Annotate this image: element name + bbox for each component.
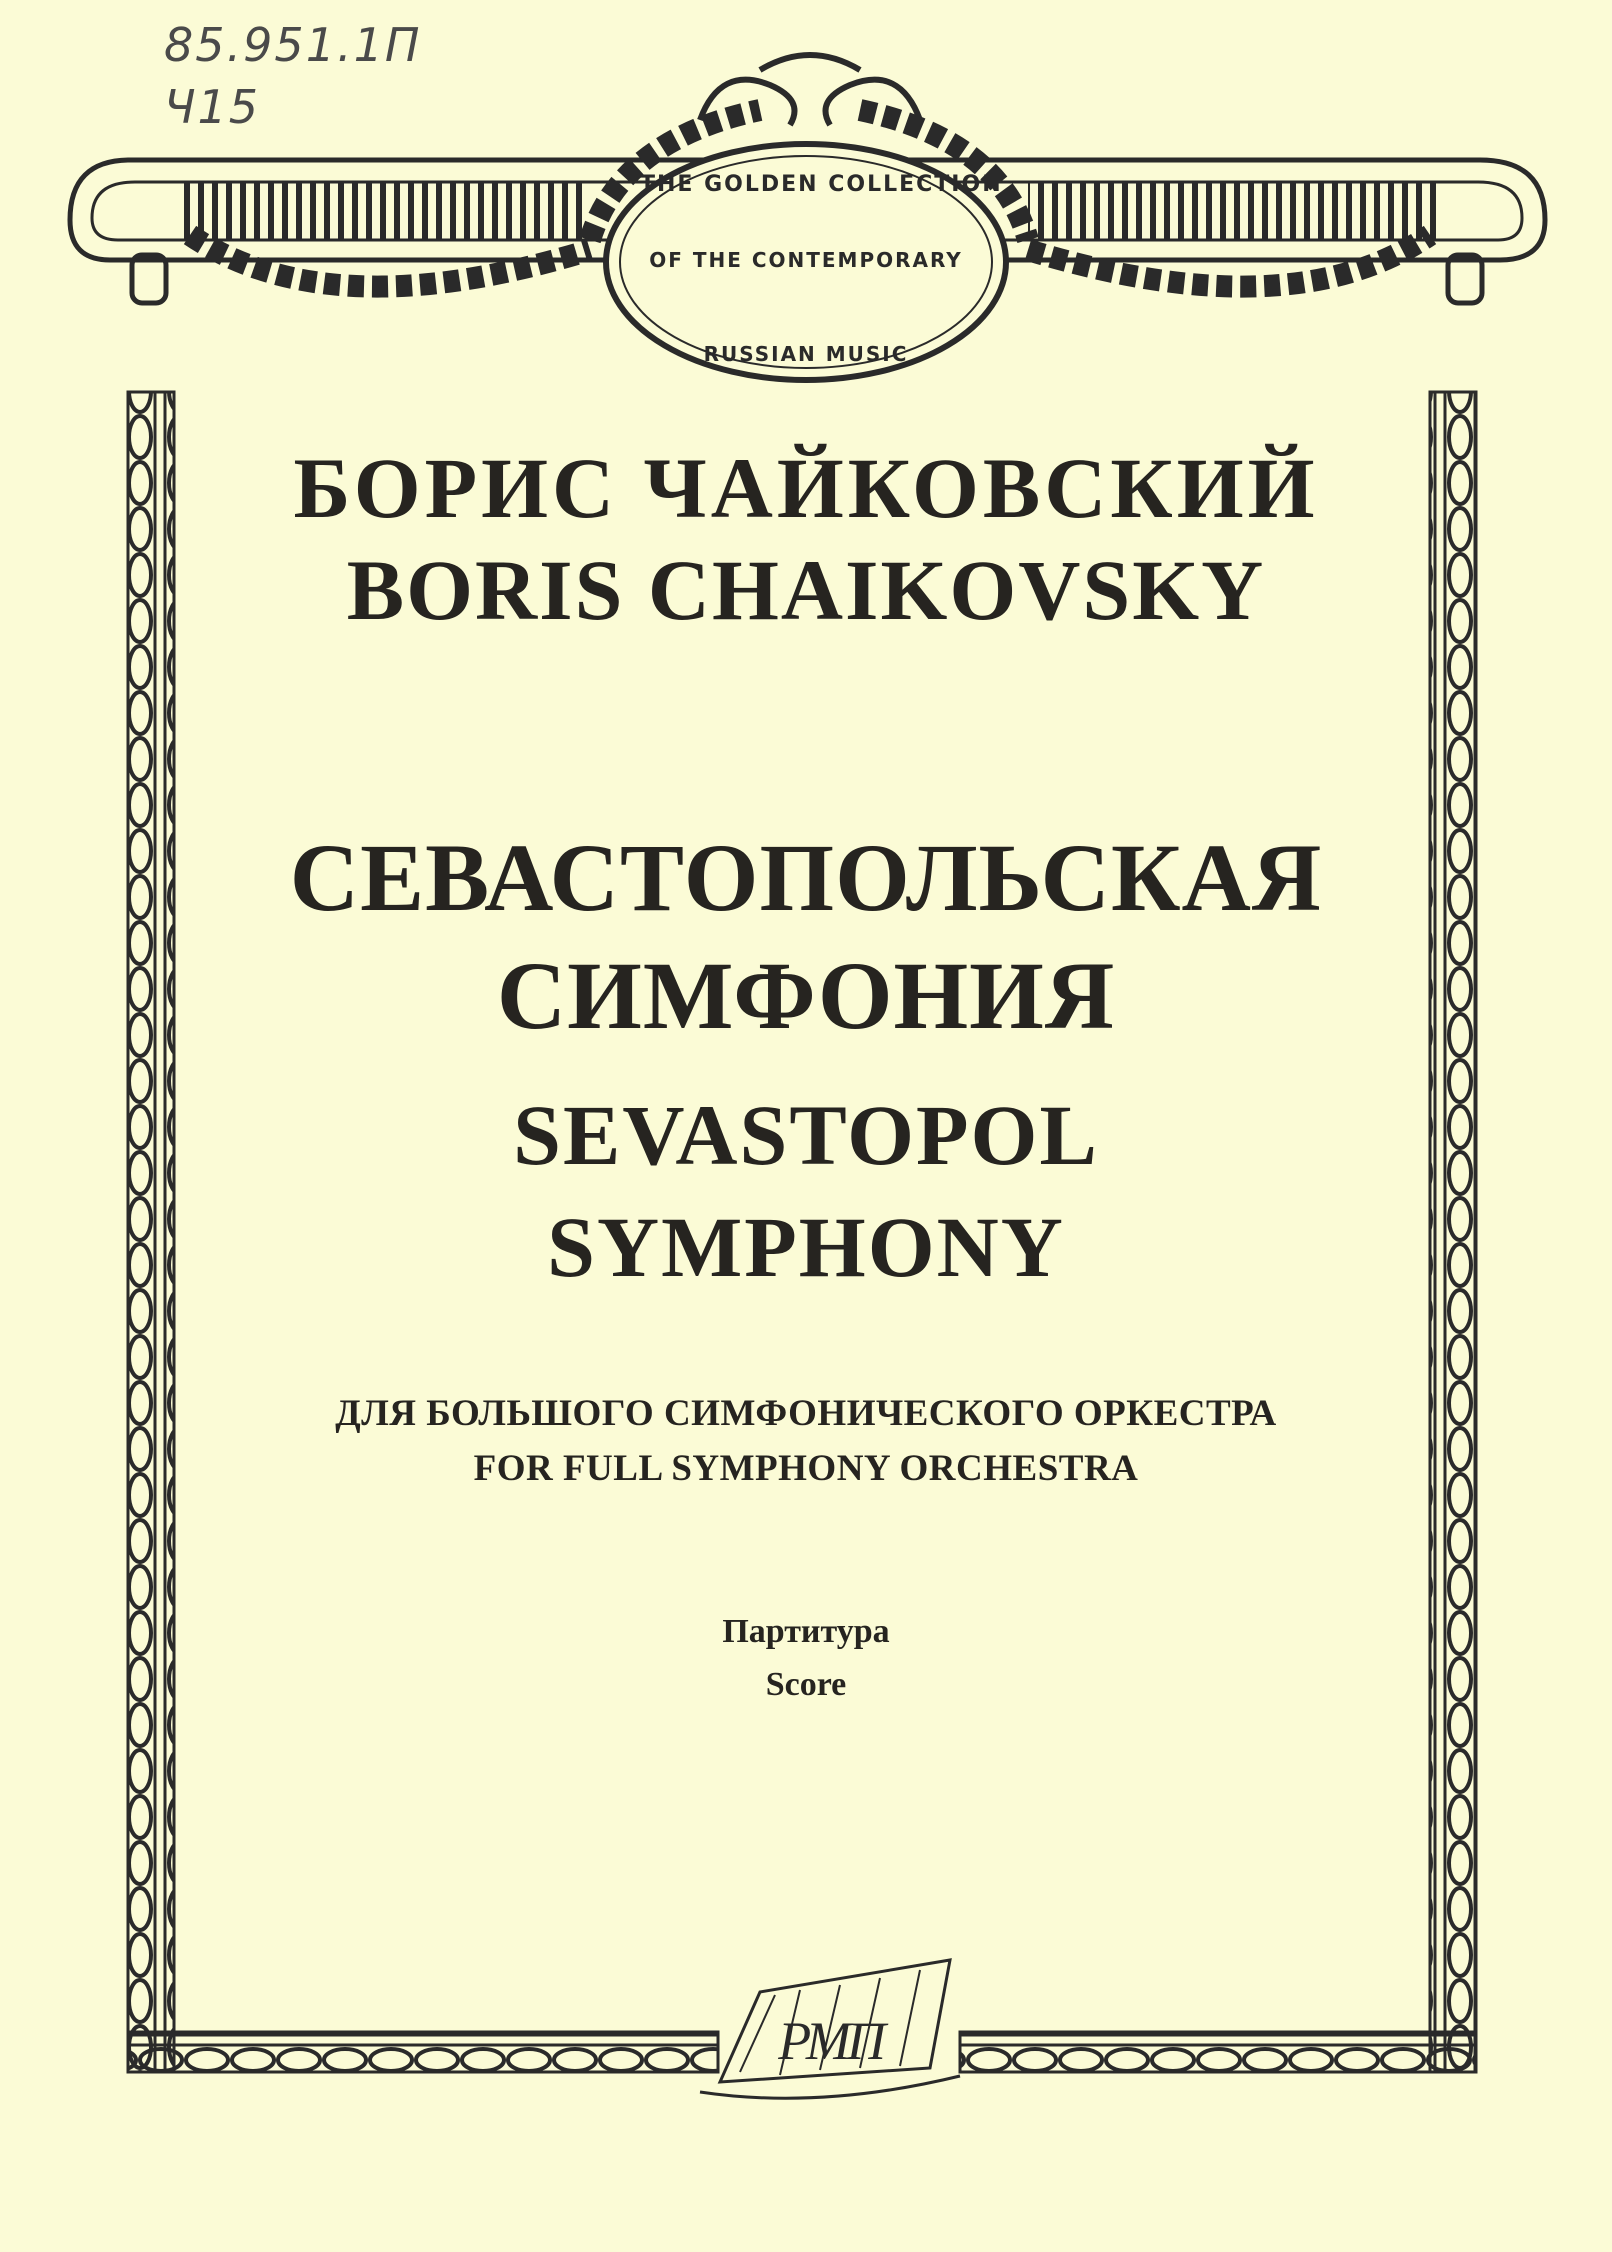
library-author-mark: Ч15 bbox=[164, 80, 261, 134]
instrumentation-en: FOR FULL SYMPHONY ORCHESTRA bbox=[473, 1448, 1139, 1489]
series-line-bottom: RUSSIAN MUSIC bbox=[703, 342, 909, 366]
composer-name-ru: БОРИС ЧАЙКОВСКИЙ bbox=[293, 440, 1319, 536]
edition-type-en: Score bbox=[765, 1666, 847, 1703]
title-en-line-1: SEVASTOPOL bbox=[513, 1087, 1099, 1183]
title-en-line-2: SYMPHONY bbox=[547, 1199, 1065, 1295]
instrumentation-ru: ДЛЯ БОЛЬШОГО СИМФОНИЧЕСКОГО ОРКЕСТРА bbox=[335, 1393, 1277, 1434]
series-emblem bbox=[70, 55, 1545, 380]
composer-name-en: BORIS CHAIKOVSKY bbox=[346, 542, 1266, 638]
series-line-middle: OF THE CONTEMPORARY bbox=[649, 248, 963, 272]
title-ru-line-1: СЕВАСТОПОЛЬСКАЯ bbox=[289, 824, 1323, 931]
edition-type-ru: Партитура bbox=[722, 1613, 890, 1650]
title-ru-line-2: СИМФОНИЯ bbox=[496, 942, 1116, 1049]
publisher-monogram: РМП bbox=[778, 2011, 882, 2071]
library-shelf-mark: 85.951.1П bbox=[164, 18, 422, 72]
series-line-top: THE GOLDEN COLLECTION bbox=[640, 172, 1003, 197]
